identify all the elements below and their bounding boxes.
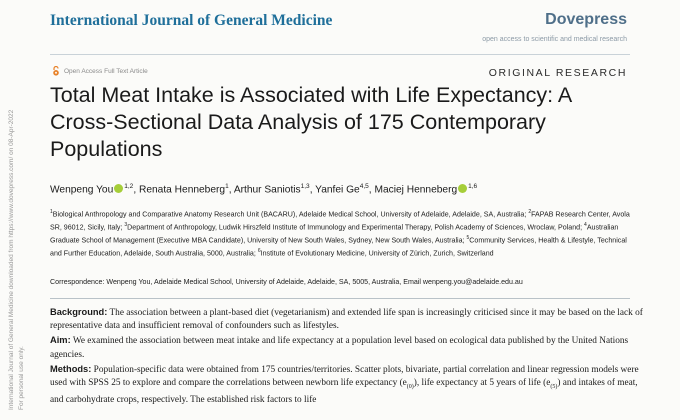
author-affiliation-marker: 1 [225, 183, 229, 190]
correspondence: Correspondence: Wenpeng You, Adelaide Medical School, University of Adelaide, Adelaide, SA, 5005, Australia, Email wenpeng.you@adelaide.edu.au [50, 278, 523, 286]
author-list: Wenpeng You $^{1,2}$, Renata Henneberg$^1$, Arthur Saniotis$^{1,3}$, Yanfei Ge$^{4,5}$, Maciej Henneberg $^{1,6}$ [50, 183, 478, 196]
author-name: Arthur Saniotis [233, 184, 301, 196]
publisher-logo[interactable]: Dovepress [545, 11, 627, 28]
affiliation-text: FAPAB Research Center, Avola SR, 96012, Sicily, Italy; [50, 210, 630, 232]
publisher-tagline: open access to scientific and medical research [482, 36, 627, 43]
aim-label: Aim: [50, 335, 71, 346]
article-type: ORIGINAL RESEARCH [488, 67, 627, 79]
personal-use-note: For personal use only. [18, 346, 25, 410]
methods-sub-2: (5) [550, 383, 558, 390]
methods-label: Methods: [50, 363, 92, 374]
orcid-icon[interactable] [458, 184, 467, 193]
aim-text: We examined the association between meat intake and life expectancy at a population level based on ecological data published by the United Nations agencies. [50, 336, 629, 360]
affiliation-marker: 2 [528, 209, 532, 215]
affiliation-text: Biological Anthropology and Comparative Anatomy Research Unit (BACARU), Adelaide Medical School, University of Adelaide, Adelaide, SA, Australia; [52, 210, 529, 219]
methods-sub-1: (0) [406, 383, 414, 390]
affiliation-marker: 1 [50, 209, 53, 215]
methods-text-a: Population-specific data were obtained from 175 countries/territories. Scatter plots, bivariate, partial correlation and linear regression models were used with SPSS 25 to explore and compare the correlations between newborn life expectancy (e [50, 364, 639, 389]
methods-text-c: ) and intakes of meat, and carbohydrate crops, respectively. The established risk factors to life [50, 378, 638, 406]
abstract [50, 306, 644, 408]
affiliation-marker: 6 [257, 247, 261, 254]
header-divider [50, 54, 630, 55]
methods-text-b: ), life expectancy at 5 years of life (e [413, 378, 551, 389]
affiliation-text: Department of Anthropology, Ludwik Hirszfeld Institute of Immunology and Experimental Therapy, Polish Academy of Sciences, Wroclaw, Poland; [127, 223, 585, 232]
journal-name[interactable]: International Journal of General Medicine [50, 12, 333, 29]
open-access-label [52, 66, 148, 76]
author-name: Renata Henneberg [138, 184, 226, 196]
article-title: Total Meat Intake is Associated with Life Expectancy: A Cross-Sectional Data Analysis of 175 Contemporary Populations [50, 83, 572, 161]
open-access-text: Open Access Full Text Article [64, 67, 148, 75]
affiliation-marker: 5 [466, 234, 470, 241]
author-affiliation-marker: 1,3 [300, 183, 310, 190]
affiliation-text: Institute of Evolutionary Medicine, University of Zürich, Zurich, Switzerland [260, 249, 494, 258]
affiliation-marker: 3 [124, 221, 128, 228]
abstract-aim [50, 334, 644, 361]
abstract-methods [50, 363, 644, 407]
download-note: International Journal of General Medicine downloaded from https://www.dovepress.com/ on 08-Apr-2022 [8, 109, 15, 410]
affiliations [50, 207, 640, 259]
author-name: Maciej Henneberg [374, 184, 458, 196]
affiliation-text: Australian Graduate School of Management (Executive MBA Candidate), University of New South Wales, Sydney, New South Wales, Australia; [50, 223, 619, 245]
author-affiliation-marker: 1,2 [124, 183, 134, 190]
abstract-divider [50, 298, 630, 299]
author-name: Wenpeng You [50, 184, 114, 196]
background-label: Background: [50, 307, 108, 317]
affiliation-marker: 4 [584, 221, 587, 228]
open-lock-icon [52, 66, 60, 76]
author-affiliation-marker: 1,6 [468, 183, 478, 190]
affiliation-text: Community Services, Health & Lifestyle, Technical and Further Education, Adelaide, South Australia, 5000, Australia; [50, 236, 627, 258]
author-name: Yanfei Ge [315, 184, 360, 196]
abstract-background [50, 306, 644, 333]
orcid-icon[interactable] [114, 184, 123, 193]
author-affiliation-marker: 4,5 [359, 183, 369, 190]
background-text: The association between a plant-based diet (vegetarianism) and extended life span is increasingly criticised since it may be based on the lack of representative data and insufficient removal of confounders such as lifestyles. [50, 308, 643, 332]
